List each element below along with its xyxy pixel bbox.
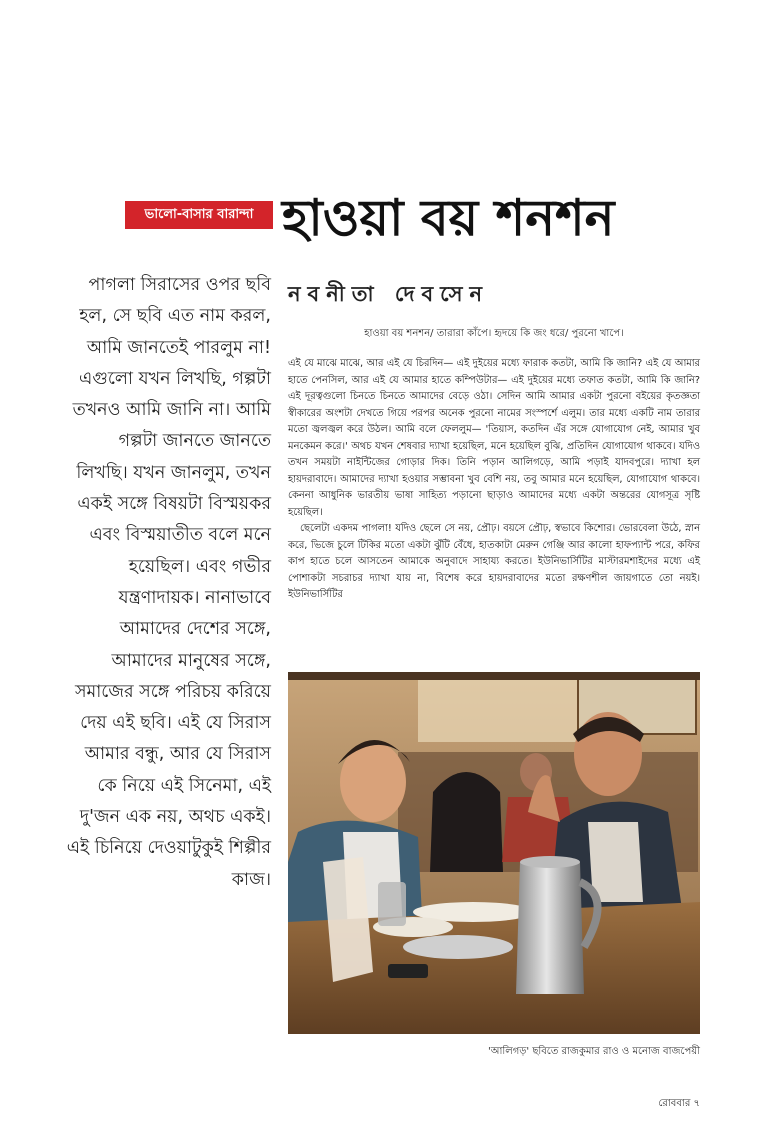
photo-illustration	[288, 672, 700, 1034]
body-paragraph: এই যে মাঝে মাঝে, আর এই যে চিরদিন— এই দুইয়ের মধ্যে ফারাক কতটা, আমি কি জানি? এই যে আমার হাতে পেনসিল, আর এই যে আমার হাতে কম্পিউটার— এই দুইয়ের মধ্যে তফাত কতটা, আমি কি জানি? এই দূরত্বগুলো চিনতে চিনতে আমাদের বেড়ে ওঠা। সেদিন আমি আমার একটা পুরনো বইয়ের কৃতজ্ঞতা স্বীকারের অংশটা দেখতে গিয়ে পরপর অনেক পুরনো নামের সংস্পর্শে এলুম। তার মধ্যে একটি নাম তারার মতো জ্বলজ্বল করে উঠল। আমি বলে ফেললুম— 'তিয়াস, কতদিন এঁর সঙ্গে যোগাযোগ নেই, আমার খুব মনকেমন করে।' অথচ যখন শেষবার দ্যাখা হয়েছিল, মনে হয়েছিল বুঝি, প্রতিদিন যোগাযোগ থাকবে। যদিও তখন সময়টা নাইন্টিজের গোড়ার দিক। তিনি পড়ান আলিগড়ে, আমি পড়াই যাদবপুরে। দ্যাখা হল হায়দরাবাদে। আমাদের দ্যাখা হওয়ার সম্ভাবনা খুব বেশি নয়, তবু আমার মনে হয়েছিল, যোগাযোগ থাকবে। কেননা আধুনিক ভারতীয় ভাষা সাহিত্য পড়ানো ছাড়াও আমাদের মধ্যে একটা অন্তরের যোগসূত্র সৃষ্টি হয়েছিল।	[288, 358, 700, 518]
body-paragraph: ছেলেটা একদম পাগলা! যদিও ছেলে সে নয়, প্রৌঢ়। বয়সে প্রৌঢ়, স্বভাবে কিশোর। ভোরবেলা উঠে, স্নান করে, ভিজে চুলে টিকির মতো একটা ঝুঁটি বেঁধে, হাতকাটা মেরুন গেঞ্জি আর কালো হাফপ্যান্ট পরে, কফির কাপ হাতে চলে আসতেন আমাকে অনুবাদে সাহায্য করতে। ইউনিভার্সিটির মাস্টারমশাইদের মধ্যে এই পোশাকটা সচরাচর দ্যাখা যায় না, বিশেষ করে হায়দরাবাদের মতো রক্ষণশীল জায়গাতে তো নয়ই। ইউনিভার্সিটির	[288, 523, 700, 600]
page-folio: রোববার ৭	[658, 1098, 700, 1109]
pull-quote: পাগলা সিরাসের ওপর ছবি হল, সে ছবি এত নাম করল, আমি জানতেই পারলুম না! এগুলো যখন লিখছি, গল্পটা তখনও আমি জানি না। আমি গল্পটা জানতে জানতে লিখছি। যখন জানলুম, তখন একই সঙ্গে বিষয়টা বিস্ময়কর এবং বিস্ময়াতীত বলে মনে হয়েছিল। এবং গভীর যন্ত্রণাদায়ক। নানাভাবে আমাদের দেশের সঙ্গে, আমাদের মানুষের সঙ্গে, সমাজের সঙ্গে পরিচয় করিয়ে দেয় এই ছবি। এই যে সিরাস আমার বন্ধু, আর যে সিরাস কে নিয়ে এই সিনেমা, এই দু'জন এক নয়, অথচ একই। এই চিনিয়ে দেওয়াটুকুই শিল্পীর কাজ।	[66, 275, 271, 890]
author-byline: নবনীতা দেবসেন	[288, 282, 490, 306]
section-tag: ভালো-বাসার বারান্দা	[125, 201, 273, 229]
film-still-photo	[288, 672, 700, 1034]
article-body	[288, 356, 700, 604]
headline: হাওয়া বয় শনশন	[282, 189, 615, 247]
photo-caption: 'আলিগড়' ছবিতে রাজকুমার রাও ও মনোজ বাজপেয়ী	[487, 1046, 700, 1057]
epigraph-verse: হাওয়া বয় শনশন/ তারারা কাঁপে। হৃদয়ে কি জং ধরে/ পুরনো খাপে।	[364, 328, 624, 339]
